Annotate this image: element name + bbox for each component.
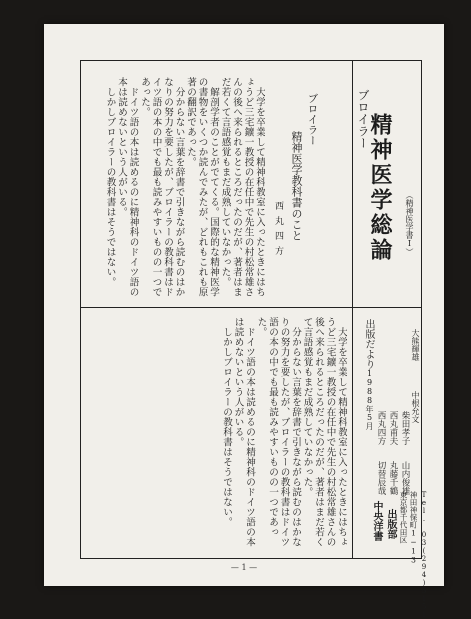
publisher-division: 出版部 [385,509,396,539]
article-paragraph: 大学を卒業して精神科教室に入ったときにはちょうど三宅鑛一教授の在任中で先生の村松常雄さんの後へ来られるところだったのだが、著者はまだ若くて言語感覚もまだ成熟していなかった。 [219,77,265,297]
translator-name: 西丸四方 [376,411,386,445]
article-body-continued [89,317,347,549]
page-frame [80,60,428,619]
translator-name: 大熊輝雄 [411,329,420,361]
article-paragraph: ドイツ語の本は読めるのに精神科のドイツ語の本は読めないという人がいる。 [232,317,255,547]
translator-name: 山内俊雄 [400,461,410,495]
book-title: 精神医学総論 [367,113,393,263]
translator-name: 中根允文 [411,391,420,423]
article-paragraph: ドイツ語の本は読めるのに精神科のドイツ語の本は読めないという人がいる。 [116,77,139,297]
newsletter-label: 出版だより [363,319,374,369]
article-paragraph: 分からない言葉を辞書で引きながら読むのはかなりの努力を要したが、ブロイラーの教科書はドイツ語の本の中でも最も読みやすいものの一つであった。 [139,77,185,297]
series-label: ブロイラー [356,89,370,149]
lower-panel-divider [352,307,353,558]
article-paragraph: 解剖学者のことがでてくる。国際的な精神医学の書物をいくつか読んでみたが、どれもこれも原著の翻訳であった。 [185,77,219,297]
document-page [44,24,444,619]
translator-name: 丸藤千鶴 [388,461,398,495]
publisher-phone: Tel. 03(294)5151 [420,491,428,619]
translator-name: 切替辰哉 [376,461,386,495]
page-number: — 1 — [230,563,258,572]
issue-date: 1988年5月 [365,369,374,430]
article-paragraph: しかしブロイラーの教科書はそうではない。 [104,86,116,287]
translator-name: 柴田孝子 [400,411,410,445]
article-series: ブロイラー [306,93,319,146]
article-paragraph: 分からない言葉を辞書で引きながら読むのはかなりの努力を要したが、ブロイラーの教科書はドイツ語の本の中でも最も読みやすいものの一つであった。 [255,317,301,547]
article-title: 精神医学教科書のこと [290,131,303,241]
book-subtitle: （精神医学書Ⅰ） [405,191,414,256]
publisher-address: 神田神保町1−13 [409,491,418,565]
article-paragraph: 大学を卒業して精神科教室に入ったときにはちょうど三宅鑛一教授の在任中で先生の村松常雄さんの後へ来られるところだったのだが、著者はまだ若くて言語感覚もまだ成熟していなかった。 [301,317,347,547]
article-paragraph: しかしブロイラーの教科書はそうではない。 [221,326,232,527]
title-panel-divider [352,61,353,307]
article-body [89,77,265,299]
publisher-name: 中央洋書 [371,501,382,541]
horizontal-divider [81,307,421,308]
article-author: 西丸四方 [273,201,283,261]
translator-name: 西丸甫夫 [388,411,398,445]
publisher-address: 東京都千代田区 [399,491,408,544]
